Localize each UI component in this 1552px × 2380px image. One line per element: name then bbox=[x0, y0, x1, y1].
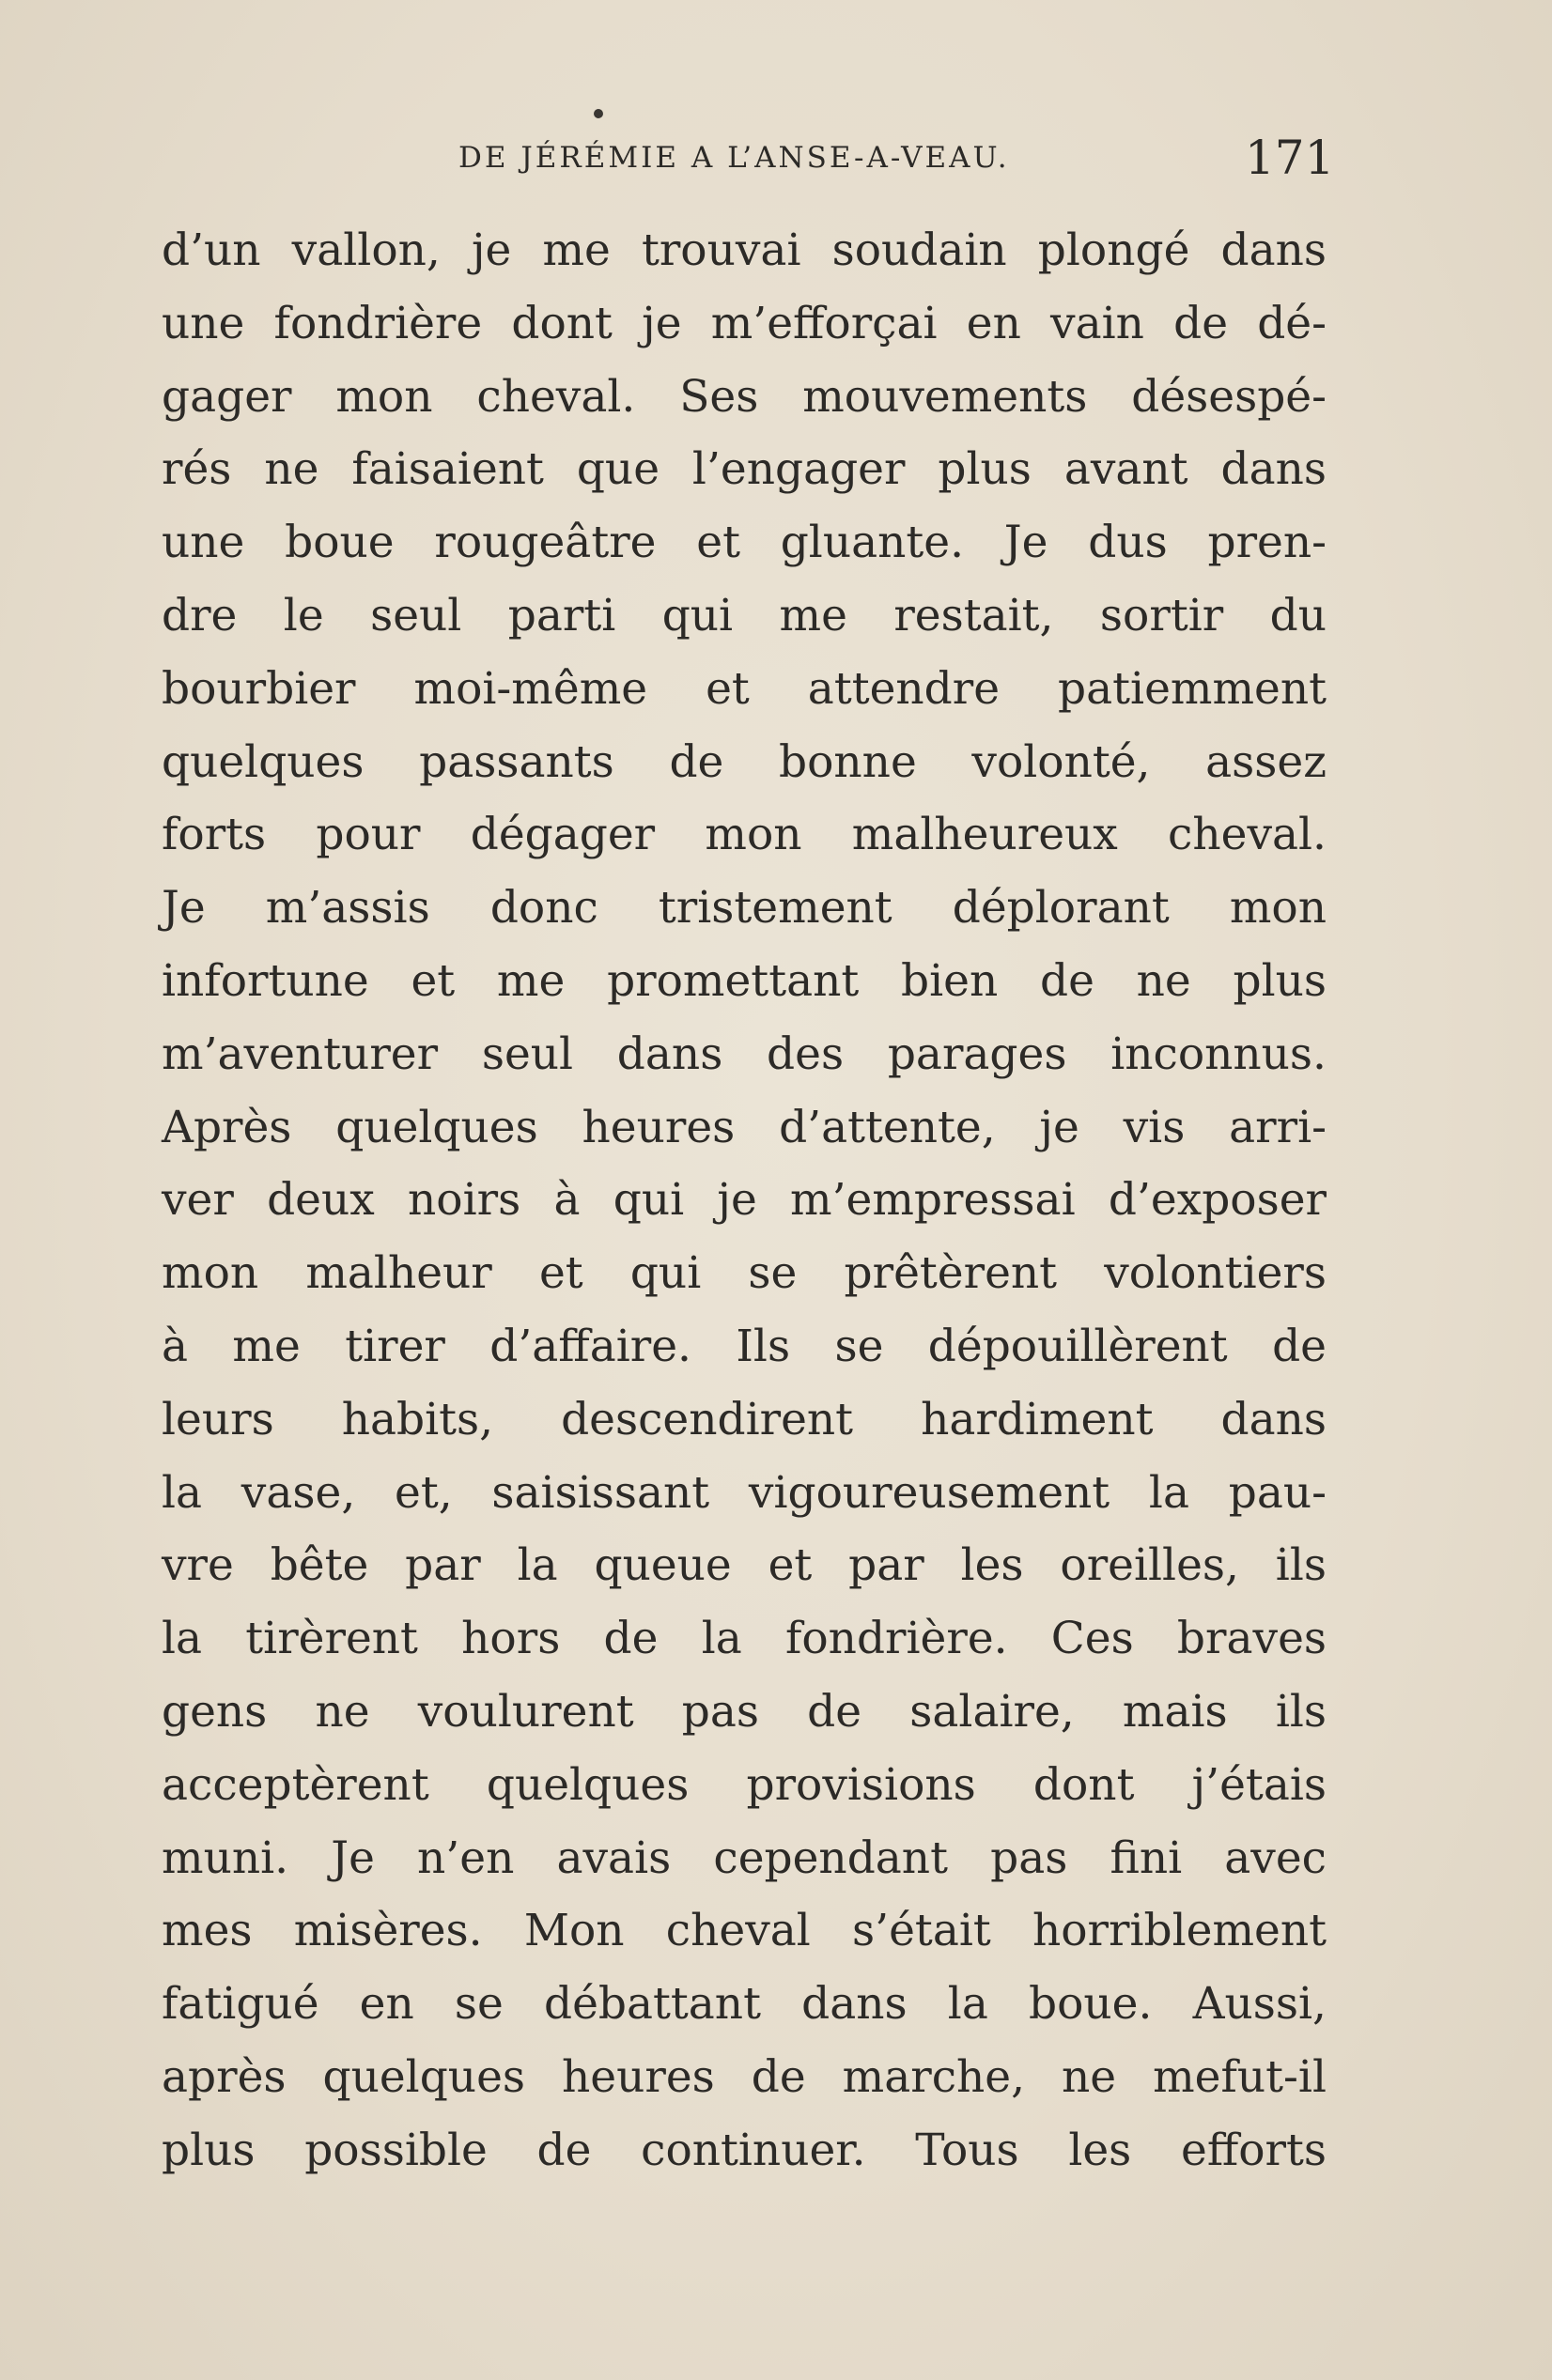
text-line: fatigué en se débattant dans la boue. Aussi, bbox=[162, 1978, 1327, 2031]
running-header: DE JÉRÉMIE A L’ANSE-A-VEAU. bbox=[458, 141, 1010, 175]
text-line: mon malheur et qui se prêtèrent volontiers bbox=[162, 1247, 1327, 1300]
text-line: dre le seul parti qui me restait, sortir du bbox=[162, 589, 1327, 641]
text-line: ver deux noirs à qui je m’empressai d’exposer bbox=[162, 1174, 1327, 1227]
text-line: forts pour dégager mon malheureux cheval. bbox=[162, 809, 1327, 861]
text-line: gens ne voulurent pas de salaire, mais ils bbox=[162, 1685, 1327, 1738]
text-line: à me tirer d’affaire. Ils se dépouillèrent de bbox=[162, 1320, 1327, 1372]
text-line: une boue rougeâtre et gluante. Je dus pren- bbox=[162, 517, 1327, 569]
text-line: m’aventurer seul dans des parages inconnus. bbox=[162, 1028, 1327, 1080]
text-line: gager mon cheval. Ses mouvements désespé- bbox=[162, 370, 1327, 423]
text-line: muni. Je n’en avais cependant pas fini avec bbox=[162, 1831, 1327, 1884]
body-text bbox=[162, 214, 1327, 2187]
text-line: quelques passants de bonne volonté, assez bbox=[162, 735, 1327, 788]
text-line: la vase, et, saisissant vigoureusement la pau- bbox=[162, 1466, 1327, 1519]
text-line: acceptèrent quelques provisions dont j’étais bbox=[162, 1758, 1327, 1811]
text-line: rés ne faisaient que l’engager plus avant dans bbox=[162, 443, 1327, 496]
ink-dot bbox=[594, 109, 603, 118]
text-line: plus possible de continuer. Tous les efforts bbox=[162, 2124, 1327, 2176]
text-line: Après quelques heures d’attente, je vis arri- bbox=[162, 1101, 1327, 1153]
text-line: Je m’assis donc tristement déplorant mon bbox=[162, 882, 1327, 935]
text-line: après quelques heures de marche, ne mefut-il bbox=[162, 2050, 1327, 2103]
text-line: bourbier moi-même et attendre patiemment bbox=[162, 662, 1327, 715]
text-line: la tirèrent hors de la fondrière. Ces braves bbox=[162, 1613, 1327, 1665]
text-line: vre bête par la queue et par les oreilles, ils bbox=[162, 1539, 1327, 1592]
page-number: 171 bbox=[1245, 131, 1335, 185]
text-line: infortune et me promettant bien de ne plus bbox=[162, 954, 1327, 1007]
text-line: d’un vallon, je me trouvai soudain plongé dans bbox=[162, 224, 1327, 276]
text-line: une fondrière dont je m’efforçai en vain de dé- bbox=[162, 297, 1327, 349]
text-line: leurs habits, descendirent hardiment dans bbox=[162, 1393, 1327, 1445]
text-line: mes misères. Mon cheval s’était horriblement bbox=[162, 1905, 1327, 1957]
